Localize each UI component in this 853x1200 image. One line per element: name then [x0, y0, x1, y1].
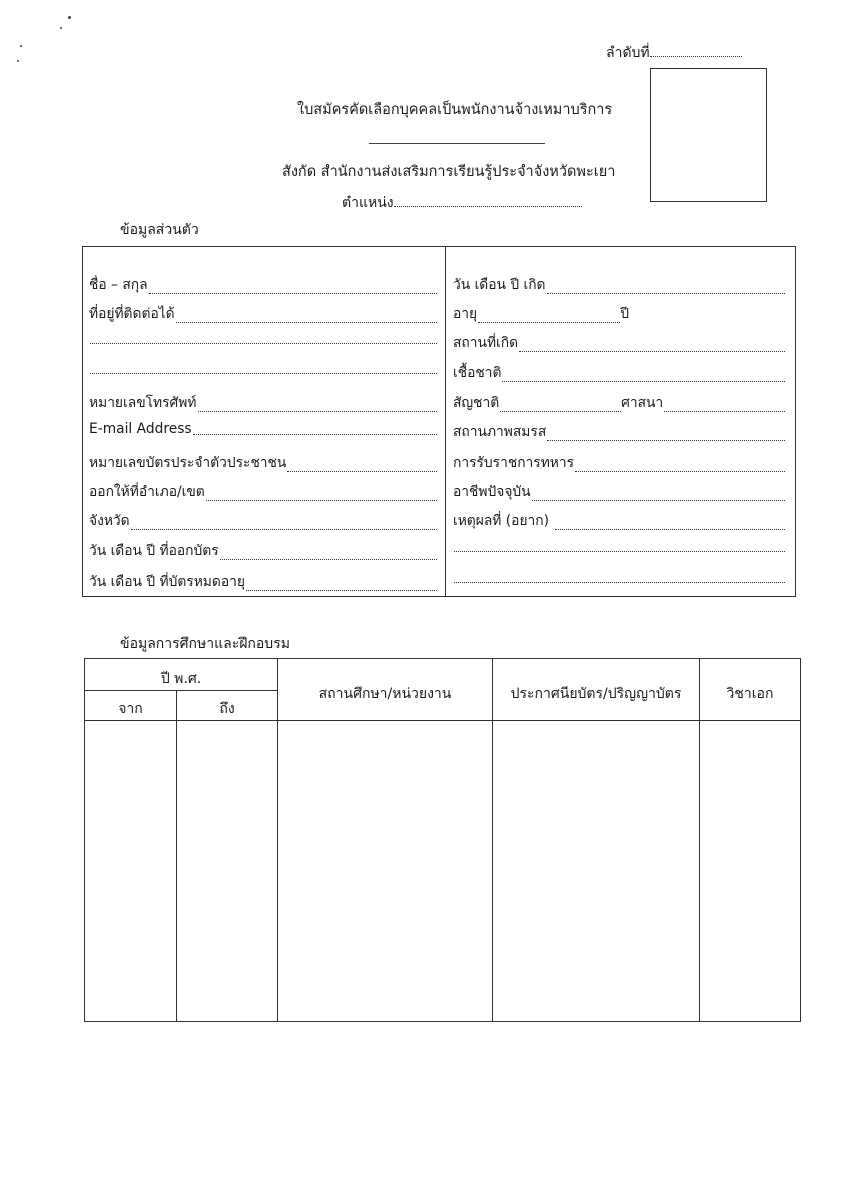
issued-district-field[interactable] [206, 489, 437, 501]
reason-line-2[interactable] [453, 540, 785, 554]
military-label: การรับราชการทหาร [453, 455, 575, 471]
affiliation: สังกัด สำนักงานส่งเสริมการเรียนรู้ประจำจังหวัดพะเยา [282, 164, 616, 180]
reason-field-3[interactable] [454, 571, 785, 583]
issue-date-field[interactable] [220, 548, 437, 560]
col-divider-from-to [176, 691, 177, 1021]
scan-speck [68, 16, 71, 19]
address-line-2[interactable] [89, 332, 437, 346]
nationality-label: สัญชาติ [453, 395, 500, 411]
scan-speck [20, 45, 22, 47]
nationality-field[interactable] [500, 400, 621, 412]
major-cell[interactable] [701, 722, 799, 1020]
religion-field[interactable] [664, 400, 785, 412]
birth-date-field[interactable] [547, 282, 785, 294]
ethnicity-field[interactable] [502, 370, 785, 382]
age-unit: ปี [620, 306, 629, 322]
expiry-date-field[interactable] [246, 579, 437, 591]
address-label: ที่อยู่ที่ติดต่อได้ [89, 306, 175, 322]
religion-label: ศาสนา [621, 395, 664, 411]
province-label: จังหวัด [89, 513, 130, 529]
reason-label: เหตุผลที่ (อยาก) [453, 513, 550, 529]
email-label: E-mail Address [89, 421, 192, 437]
position-label: ตำแหน่ง [342, 195, 394, 211]
sequence-field[interactable] [650, 44, 742, 57]
occupation-label: อาชีพปัจจุบัน [453, 484, 531, 500]
occupation-field[interactable] [532, 489, 785, 501]
email-row[interactable] [89, 421, 437, 437]
id-card-row[interactable] [89, 452, 437, 474]
year-subheader-divider [85, 690, 277, 691]
position-line [342, 194, 582, 210]
age-field[interactable] [478, 311, 620, 323]
email-field[interactable] [193, 423, 437, 435]
education-section-title: ข้อมูลการศึกษาและฝึกอบรม [120, 636, 290, 652]
from-header: จาก [118, 701, 143, 717]
address-field-3[interactable] [90, 362, 437, 374]
address-row[interactable] [89, 303, 437, 325]
birth-date-label: วัน เดือน ปี เกิด [453, 277, 546, 293]
institution-header: สถานศึกษา/หน่วยงาน [318, 686, 452, 702]
phone-row[interactable] [89, 392, 437, 414]
title-underline [369, 143, 545, 144]
issue-date-row[interactable] [89, 540, 437, 562]
photo-box[interactable] [650, 68, 767, 202]
marital-status-row[interactable] [453, 421, 785, 443]
reason-field[interactable] [555, 518, 785, 530]
personal-box-divider [445, 247, 446, 596]
sequence-number [606, 44, 742, 60]
expiry-date-row[interactable] [89, 571, 437, 593]
marital-status-label: สถานภาพสมรส [453, 424, 547, 440]
certificate-header: ประกาศนียบัตร/ปริญญาบัตร [510, 686, 682, 702]
scan-speck [17, 60, 19, 62]
ethnicity-label: เชื้อชาติ [453, 365, 502, 381]
address-field-2[interactable] [90, 332, 437, 344]
institution-cell[interactable] [279, 722, 491, 1020]
reason-line-3[interactable] [453, 571, 785, 585]
scan-speck [60, 27, 62, 29]
from-cell[interactable] [86, 722, 175, 1020]
military-row[interactable] [453, 452, 785, 474]
marital-status-field[interactable] [547, 429, 785, 441]
major-header: วิชาเอก [726, 686, 774, 702]
to-cell[interactable] [178, 722, 276, 1020]
age-label: อายุ [453, 306, 478, 322]
name-label: ชื่อ – สกุล [89, 277, 148, 293]
reason-field-2[interactable] [454, 540, 785, 552]
expiry-date-label: วัน เดือน ปี ที่บัตรหมดอายุ [89, 574, 245, 590]
issue-date-label: วัน เดือน ปี ที่ออกบัตร [89, 543, 219, 559]
personal-section-title: ข้อมูลส่วนตัว [120, 222, 199, 238]
id-card-label: หมายเลขบัตรประจำตัวประชาชน [89, 455, 287, 471]
birthplace-field[interactable] [519, 340, 785, 352]
name-row[interactable] [89, 274, 437, 296]
address-line-3[interactable] [89, 362, 437, 376]
id-card-field[interactable] [287, 460, 437, 472]
nationality-religion-row[interactable] [453, 392, 785, 414]
issued-district-label: ออกให้ที่อำเภอ/เขต [89, 484, 205, 500]
position-field[interactable] [394, 194, 582, 207]
age-row[interactable] [453, 303, 629, 325]
name-field[interactable] [149, 282, 437, 294]
form-title: ใบสมัครคัดเลือกบุคคลเป็นพนักงานจ้างเหมาบริการ [297, 102, 613, 118]
occupation-row[interactable] [453, 481, 785, 503]
province-row[interactable] [89, 510, 437, 532]
sequence-label: ลำดับที่ [606, 45, 650, 61]
birthplace-row[interactable] [453, 332, 785, 354]
reason-row[interactable] [453, 510, 785, 532]
to-header: ถึง [219, 701, 235, 717]
issued-district-row[interactable] [89, 481, 437, 503]
birth-date-row[interactable] [453, 274, 785, 296]
province-field[interactable] [131, 518, 437, 530]
birthplace-label: สถานที่เกิด [453, 335, 519, 351]
military-field[interactable] [575, 460, 785, 472]
address-field[interactable] [176, 311, 437, 323]
phone-label: หมายเลขโทรศัพท์ [89, 395, 197, 411]
certificate-cell[interactable] [494, 722, 698, 1020]
ethnicity-row[interactable] [453, 362, 785, 384]
phone-field[interactable] [198, 400, 438, 412]
year-header: ปี พ.ศ. [160, 671, 202, 687]
